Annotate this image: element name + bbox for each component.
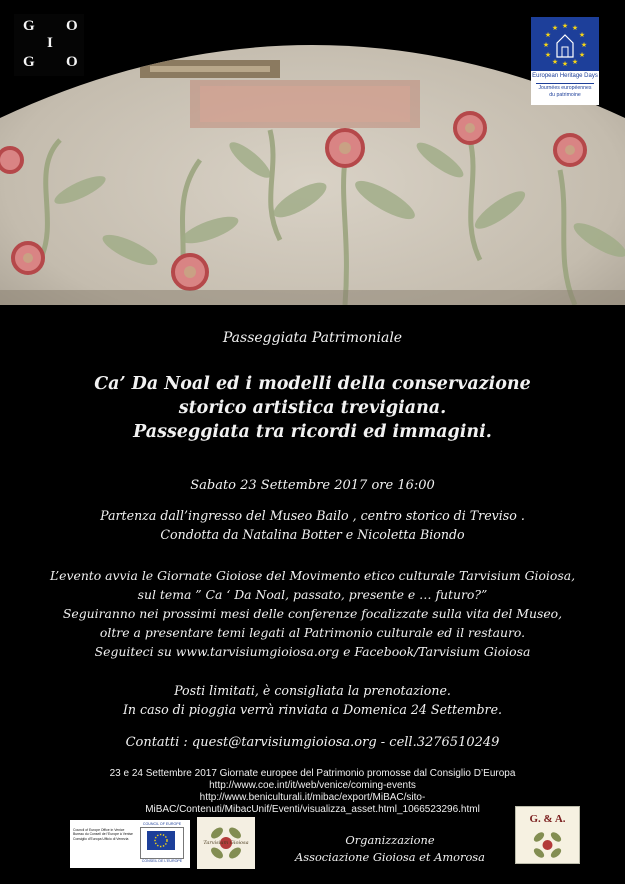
logo-letter: O	[66, 18, 78, 34]
coe-office-line: Council of Europe Office in Venice	[73, 828, 125, 832]
description-line: oltre a presentare temi legati al Patrimonio culturale ed il restauro.	[99, 625, 526, 640]
ehd-subtitle-line: Journées européennes	[538, 85, 592, 91]
coe-name: COUNCIL OF EUROPE	[142, 822, 182, 826]
organization	[290, 832, 490, 866]
description-line: sul tema ” Ca ‘ Da Noal, passato, presente e … futuro?”	[137, 587, 488, 602]
footer-link[interactable]: http://www.beniculturali.it/mibac/export/MiBAC/sito-	[199, 792, 426, 803]
ehd-subtitle	[531, 85, 599, 99]
event-subtitle: Passeggiata Patrimoniale	[222, 330, 403, 346]
divider	[536, 83, 594, 84]
svg-text:★: ★	[542, 41, 550, 49]
event-title	[0, 372, 625, 444]
event-date-time: Sabato 23 Settembre 2017 ore 16:00	[190, 478, 435, 493]
tarvisium-gioiosa-logo	[197, 817, 255, 869]
coe-office-text	[73, 828, 133, 841]
footer-link[interactable]: MiBAC/Contenuti/MibacUnif/Eventi/visualizza_asset.html_1066523296.html	[145, 804, 480, 815]
coe-name-fr: CONSEIL DE L’EUROPE	[141, 859, 183, 863]
svg-text:★: ★	[551, 58, 559, 66]
description-line: Seguiranno nei prossimi mesi delle conferenze focalizzate sulla vita del Museo,	[62, 606, 563, 621]
event-contacts: Contatti : quest@tarvisiumgioiosa.org - cell.3276510249	[125, 735, 500, 750]
svg-text:★: ★	[571, 24, 579, 32]
svg-text:★: ★	[544, 31, 552, 39]
ehd-subtitle-line: du patrimoine	[549, 92, 581, 98]
footer-line: 23 e 24 Settembre 2017 Giornate europee del Patrimonio promosse dal Consiglio D’Europa	[109, 768, 516, 779]
coe-flag-icon	[147, 831, 175, 850]
svg-text:★: ★	[561, 22, 569, 30]
coe-office-line: Consiglio d’Europa Ufficio di Venezia	[73, 836, 129, 841]
svg-text:★: ★	[580, 41, 588, 49]
event-booking-note	[0, 681, 625, 719]
svg-text:★: ★	[571, 58, 579, 66]
event-departure	[0, 506, 625, 544]
svg-text:★: ★	[578, 51, 586, 59]
booking-line: In caso di pioggia verrà rinviata a Domenica 24 Settembre.	[122, 702, 503, 717]
title-line: Ca’ Da Noal ed i modelli della conservazione	[94, 374, 531, 394]
coe-office-line: Bureau du Conseil de l’Europe à Venise	[73, 832, 133, 837]
event-description	[0, 566, 625, 661]
organization-title: Organizzazione	[345, 833, 435, 847]
svg-text:★: ★	[551, 24, 559, 32]
gioco-logo	[14, 14, 84, 76]
svg-text:★: ★	[578, 31, 586, 39]
logo-letter: I	[47, 35, 53, 51]
title-line: storico artistica trevigiana.	[178, 398, 447, 418]
svg-text:★: ★	[561, 60, 569, 68]
booking-line: Posti limitati, è consigliata la prenotazione.	[174, 683, 451, 698]
departure-line: Condotta da Natalina Botter e Nicoletta Biondo	[160, 527, 465, 542]
footer-link[interactable]: http://www.coe.int/it/web/venice/coming-events	[209, 780, 416, 791]
fresco-photo	[0, 0, 625, 305]
gioiosa-et-amorosa-logo	[515, 806, 580, 864]
logo-letter: G	[23, 54, 35, 70]
european-heritage-days-logo	[531, 17, 599, 105]
logo-letter: O	[66, 54, 78, 70]
council-of-europe-logo	[70, 820, 190, 868]
title-line: Passeggiata tra ricordi ed immagini.	[133, 422, 492, 442]
organization-name: Associazione Gioiosa et Amorosa	[295, 850, 485, 864]
departure-line: Partenza dall’ingresso del Museo Bailo , centro storico di Treviso .	[100, 508, 525, 523]
description-line: L’evento avvia le Giornate Gioiose del Movimento etico culturale Tarvisium Gioiosa,	[49, 568, 576, 583]
svg-text:Tarvisium Gioiosa: Tarvisium Gioiosa	[203, 840, 249, 846]
description-line: Seguiteci su www.tarvisiumgioiosa.org e Facebook/Tarvisium Gioiosa	[94, 644, 531, 659]
ga-logo-text: G. & A.	[529, 813, 566, 825]
svg-text:★: ★	[544, 51, 552, 59]
logo-letter: G	[23, 18, 35, 34]
ehd-title: European Heritage Days	[532, 73, 598, 79]
eu-stars-icon	[531, 17, 599, 71]
